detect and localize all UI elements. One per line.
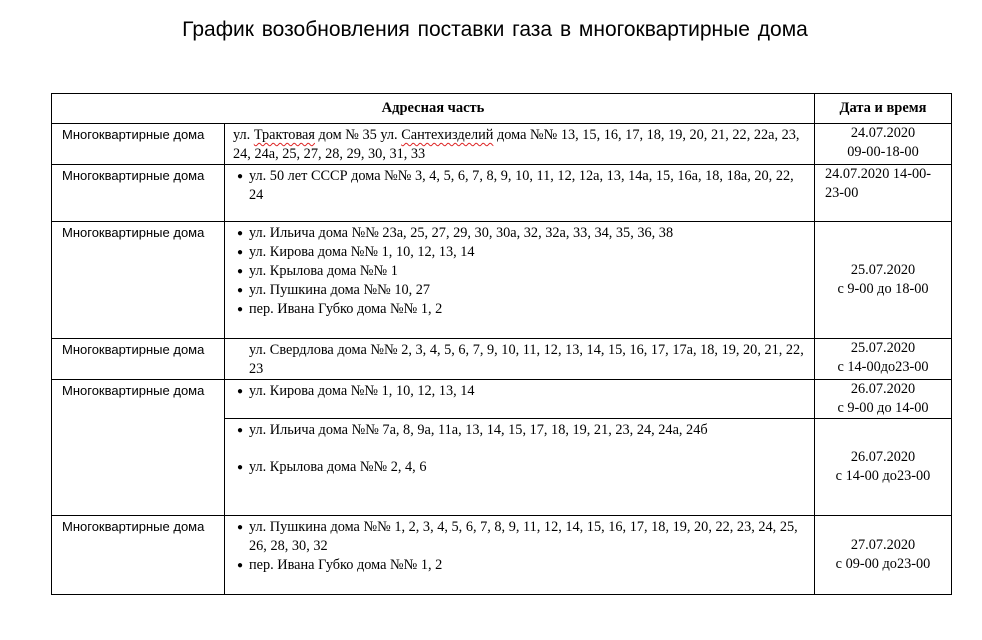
date: 25.07.2020 xyxy=(850,262,916,278)
street-name: Трактовая xyxy=(253,127,315,143)
table-row xyxy=(52,380,952,419)
header-address: Адресная часть xyxy=(52,94,815,124)
building-type: Многоквартирные дома xyxy=(52,339,225,380)
datetime-cell xyxy=(815,222,952,339)
list-item: ● ул. Кирова дома №№ 1, 10, 12, 13, 14 xyxy=(233,243,808,262)
address-cell xyxy=(225,380,815,419)
date: 27.07.2020 xyxy=(850,537,916,553)
header-datetime: Дата и время xyxy=(815,94,952,124)
address-text: ул. Свердлова дома №№ 2, 3, 4, 5, 6, 7, 9, 10, 11, 12, 13, 14, 15, 16, 17, 17а, 18, 19, 20, 21, 22, 23 xyxy=(249,342,804,377)
address-cell xyxy=(225,124,815,165)
datetime-cell xyxy=(815,516,952,595)
date: 24.07.2020 14-00-23-00 xyxy=(825,166,932,201)
date: 25.07.2020 xyxy=(850,340,916,356)
table-row xyxy=(52,124,952,165)
address-cell xyxy=(225,222,815,339)
address-text: дома №№ 13, 15, 16, 17, 18, 19, 20, 21, 22, 22а, 23, 24, 24а, 25, 27, 28, 29, 30, 31, 33 xyxy=(233,127,800,162)
time: с 09-00 до23-00 xyxy=(835,556,931,572)
list-spacer xyxy=(233,440,808,458)
list-item: ● ул. Кирова дома №№ 1, 10, 12, 13, 14 xyxy=(233,382,808,401)
table-row xyxy=(52,222,952,339)
street-name: Сантехизделий xyxy=(401,127,494,143)
gas-schedule-table xyxy=(51,93,952,595)
list-item: ● ул. Ильича дома №№ 7а, 8, 9а, 11а, 13, 14, 15, 17, 18, 19, 21, 23, 24, 24а, 24б xyxy=(233,421,808,440)
building-type: Многоквартирные дома xyxy=(52,165,225,222)
time: с 9-00 до 18-00 xyxy=(837,281,929,297)
list-item: ● ул. 50 лет СССР дома №№ 3, 4, 5, 6, 7, 8, 9, 10, 11, 12, 12а, 13, 14а, 15, 16а, 18, 18а, 20, 22, 24 xyxy=(233,167,808,205)
address-cell xyxy=(225,516,815,595)
table-row xyxy=(52,339,952,380)
time: с 14-00 до23-00 xyxy=(835,468,931,484)
address-text: ул. xyxy=(233,127,254,143)
datetime-cell xyxy=(815,124,952,165)
date: 24.07.2020 xyxy=(850,125,916,141)
list-item: ● ул. Ильича дома №№ 23а, 25, 27, 29, 30, 30а, 32, 32а, 33, 34, 35, 36, 38 xyxy=(233,224,808,243)
list-item: ● ул. Пушкина дома №№ 10, 27 xyxy=(233,281,808,300)
datetime-cell xyxy=(815,339,952,380)
time: с 9-00 до 14-00 xyxy=(837,400,929,416)
list-item: ● пер. Ивана Губко дома №№ 1, 2 xyxy=(233,556,808,575)
building-type: Многоквартирные дома xyxy=(52,516,225,595)
list-item: ● ул. Крылова дома №№ 1 xyxy=(233,262,808,281)
table-header-row xyxy=(52,94,952,124)
datetime-cell xyxy=(815,419,952,516)
address-cell xyxy=(225,339,815,380)
date: 26.07.2020 xyxy=(850,381,916,397)
list-item: ● ул. Крылова дома №№ 2, 4, 6 xyxy=(233,458,808,477)
building-type: Многоквартирные дома xyxy=(52,124,225,165)
building-type: Многоквартирные дома xyxy=(52,380,225,516)
address-cell xyxy=(225,165,815,222)
time: 09-00-18-00 xyxy=(847,144,919,160)
table-row xyxy=(52,516,952,595)
address-text: дом № 35 ул. xyxy=(314,127,402,143)
time: с 14-00до23-00 xyxy=(837,359,929,375)
datetime-cell xyxy=(815,165,952,222)
list-item: ● ул. Пушкина дома №№ 1, 2, 3, 4, 5, 6, 7, 8, 9, 11, 12, 14, 15, 16, 17, 18, 19, 20, 22, 23, 24, 25, 26, 28, 30, 32 xyxy=(233,518,808,556)
table-row xyxy=(52,165,952,222)
list-item: ● пер. Ивана Губко дома №№ 1, 2 xyxy=(233,300,808,319)
address-cell xyxy=(225,419,815,516)
page-title: График возобновления поставки газа в многоквартирные дома xyxy=(182,18,808,41)
datetime-cell xyxy=(815,380,952,419)
building-type: Многоквартирные дома xyxy=(52,222,225,339)
date: 26.07.2020 xyxy=(850,449,916,465)
